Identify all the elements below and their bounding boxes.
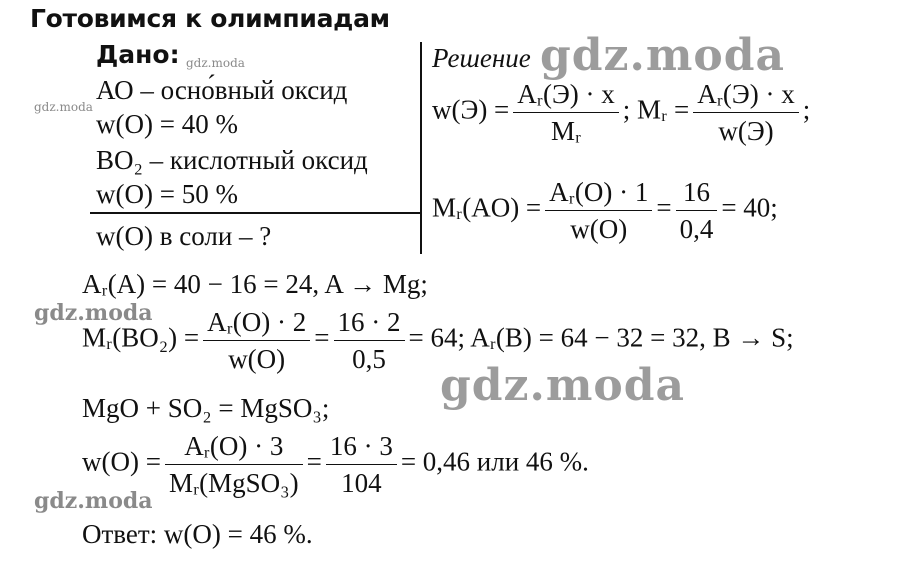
formula-separator: ; Mᵣ = — [622, 94, 690, 125]
fraction-numerator: 16 · 3 — [326, 430, 397, 465]
solution-heading: Решение — [432, 43, 531, 73]
answer-line: Ответ: w(O) = 46 %. — [82, 519, 313, 549]
fraction — [513, 78, 619, 147]
fraction-numerator: 16 · 2 — [334, 306, 405, 341]
equals-sign: = — [656, 192, 672, 223]
fraction-denominator: 0,4 — [679, 214, 714, 244]
given-question: w(O) в соли – ? — [96, 221, 272, 251]
formula-wo — [82, 430, 589, 499]
fraction-numerator: Aᵣ(O) · 1 — [545, 176, 652, 211]
formula-mbo — [82, 306, 794, 375]
formula-lhs: Mᵣ(AO) = — [432, 192, 542, 223]
fraction-numerator: Aᵣ(O) · 2 — [203, 306, 310, 341]
watermark-tiny: gdz.moda — [34, 100, 93, 114]
fraction-denominator: Mᵣ(MgSO₃) — [168, 468, 299, 498]
fraction-numerator: Aᵣ(O) · 3 — [165, 430, 303, 465]
page-title: Готовимся к олимпиадам — [30, 4, 390, 33]
fraction — [203, 306, 310, 375]
given-line-4: w(O) = 50 % — [96, 179, 238, 209]
fraction-denominator: w(O) — [570, 214, 628, 244]
watermark-large: gdz.moda — [440, 360, 686, 411]
fraction — [334, 306, 405, 375]
reaction-equation: MgO + SO₂ = MgSO₃; — [82, 393, 330, 423]
formula-lhs: w(Э) = — [432, 94, 510, 125]
formula-general — [432, 78, 810, 147]
equals-sign: = — [314, 322, 330, 353]
fraction-numerator: Aᵣ(Э) · x — [693, 78, 799, 113]
fraction-denominator: 104 — [341, 468, 382, 498]
fraction — [693, 78, 799, 147]
watermark-small: gdz.moda — [34, 488, 153, 514]
given-line-2: w(O) = 40 % — [96, 109, 238, 139]
fraction-denominator: 0,5 — [352, 344, 386, 374]
fraction — [676, 176, 718, 245]
formula-result: = 40; — [721, 192, 778, 223]
watermark-small: gdz.moda — [34, 300, 153, 326]
formula-result: = 0,46 или 46 %. — [400, 446, 589, 477]
fraction-numerator: 16 — [676, 176, 718, 211]
fraction — [326, 430, 397, 499]
fraction — [165, 430, 303, 499]
line-element-a: Aᵣ(A) = 40 − 16 = 24, A → Mg; — [82, 269, 428, 299]
given-heading: Дано: — [96, 40, 180, 69]
given-divider — [90, 212, 420, 214]
watermark-tiny: gdz.moda — [186, 56, 245, 70]
formula-result: = 64; Aᵣ(B) = 64 − 32 = 32, B → S; — [408, 322, 794, 353]
watermark-large: gdz.moda — [540, 30, 786, 81]
formula-end: ; — [802, 94, 811, 125]
formula-mao — [432, 176, 778, 245]
equals-sign: = — [306, 446, 322, 477]
fraction-denominator: w(Э) — [718, 116, 774, 146]
given-line-1: АО – осно́вный оксид — [96, 75, 348, 105]
formula-lhs: w(O) = — [82, 446, 161, 477]
formula-lhs: Mᵣ(BO₂) = — [82, 322, 200, 353]
fraction — [545, 176, 652, 245]
fraction-numerator: Aᵣ(Э) · x — [513, 78, 619, 113]
fraction-denominator: Mᵣ — [550, 116, 582, 146]
given-line-3: BO₂ – кислотный оксид — [96, 145, 368, 175]
column-divider — [420, 42, 422, 254]
fraction-denominator: w(O) — [228, 344, 286, 374]
